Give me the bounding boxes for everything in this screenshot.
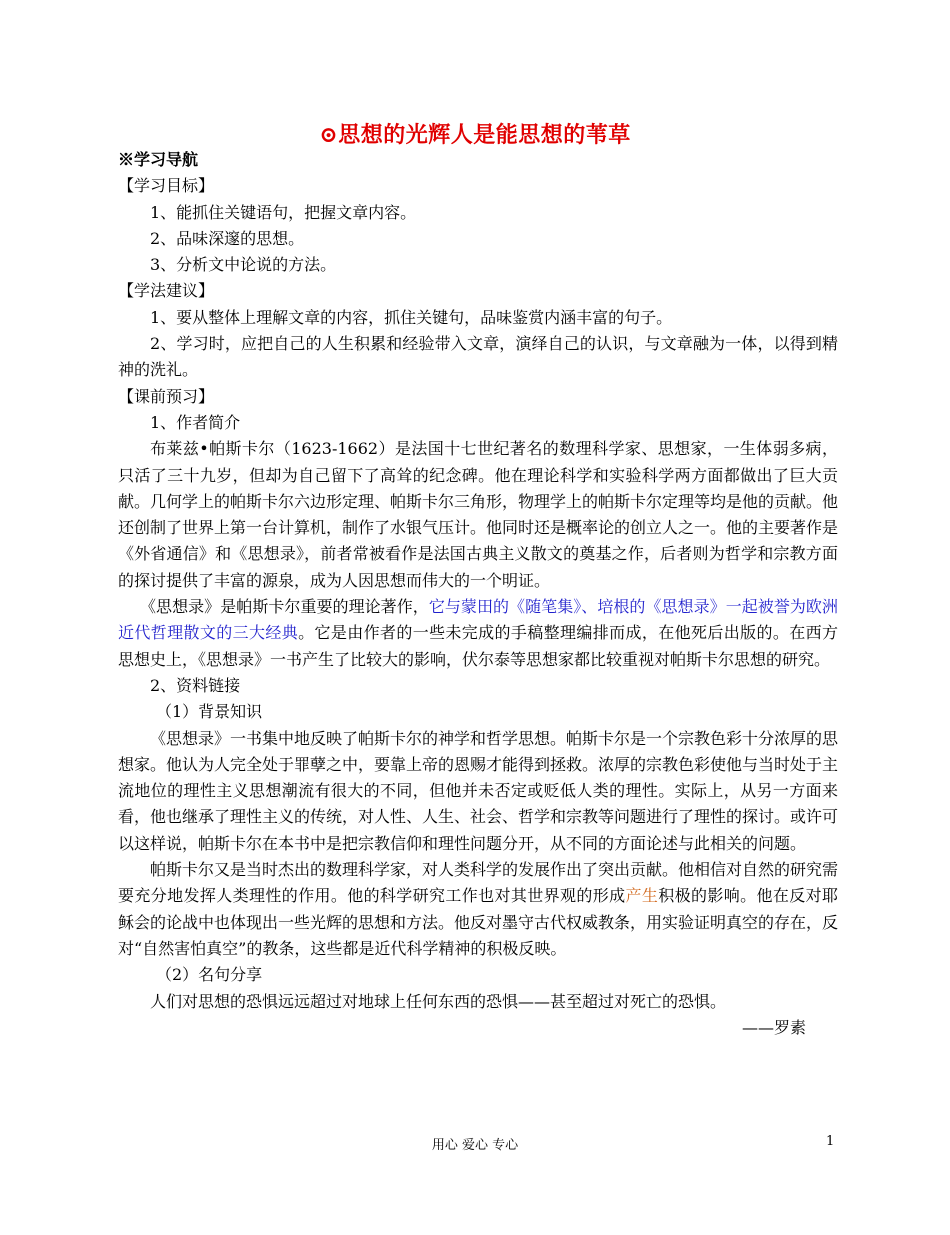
goals-heading: 【学习目标】 xyxy=(118,176,215,196)
science-paragraph-start: 帕斯卡尔又是当时杰出的数理科学家，对人类科学的发展作出了突出贡献。他相信对自然的研究需要充分地发挥人类理性的作用。他的科学研究工作也对其世界观的形成 xyxy=(118,860,839,906)
author-paragraph: 布莱兹•帕斯卡尔（1623-1662）是法国十七世纪著名的数理科学家、思想家，一生体弱多病，只活了三十九岁，但却为自己留下了高耸的纪念碑。他在理论科学和实验科学两方面都做出了巨大贡献。几何学上的帕斯卡尔六边形定理、帕斯卡尔三角形，物理学上的帕斯卡尔定理等均是他的贡献。他还创制了世界上第一台计算机，制作了水银气压计。他同时还是概率论的创立人之一。他的主要著作是《外省通信》和《思想录》，前者常被看作是法国古典主义散文的奠基之作，后者则为哲学和宗教方面的探讨提供了丰富的源泉，成为人因思想而伟大的一个明证。 xyxy=(118,439,839,590)
goal-item: 2、品味深邃的思想。 xyxy=(150,228,305,248)
method-heading: 【学法建议】 xyxy=(118,281,215,301)
science-paragraph-end: 积极的影响。他在反对耶稣会的论战中也体现出一些光辉的思想和方法。他反对墨守古代权威教条，用实验证明真空的存在，反对“自然害怕真空”的教条，这些都是近代科学精神的积极反映。 xyxy=(118,886,839,958)
science-paragraph-highlight: 产生 xyxy=(625,886,659,906)
goal-item: 1、能抓住关键语句，把握文章内容。 xyxy=(150,202,417,222)
background-heading: （1）背景知识 xyxy=(156,702,263,722)
method-item: 1、要从整体上理解文章的内容，抓住关键句，品味鉴赏内涵丰富的句子。 xyxy=(150,307,673,327)
science-paragraph xyxy=(118,857,838,962)
background-paragraph: 《思想录》一书集中地反映了帕斯卡尔的神学和哲学思想。帕斯卡尔是一个宗教色彩十分浓厚的思想家。他认为人完全处于罪孽之中，要靠上帝的恩赐才能得到拯救。浓厚的宗教色彩使他与当时处于主流地位的理性主义思想潮流有很大的不同，但他并未否定或贬低人类的理性。实际上，从另一方面来看，他也继承了理性主义的传统，对人性、人生、社会、哲学和宗教等问题进行了理性的探讨。或许可以这样说，帕斯卡尔在本书中是把宗教信仰和理性问题分开，从不同的方面论述与此相关的问题。 xyxy=(118,728,839,853)
quote-author: ——罗素 xyxy=(741,1017,806,1037)
method-item: 2、学习时，应把自己的人生积累和经验带入文章，演绎自己的认识，与文章融为一体，以得到精神的洗礼。 xyxy=(118,334,838,380)
document-title: ⊙思想的光辉人是能思想的苇草 xyxy=(319,122,631,148)
page-number: 1 xyxy=(826,1134,835,1149)
material-heading: 2、资料链接 xyxy=(150,675,241,695)
document-body xyxy=(118,147,838,1041)
book-paragraph xyxy=(118,594,838,673)
book-paragraph-end: 。它是由作者的一些未完成的手稿整理编排而成，在他死后出版的。在西方思想史上，《思想录》一书产生了比较大的影响，伏尔泰等思想家都比较重视对帕斯卡尔思想的研究。 xyxy=(118,623,838,669)
goal-item: 3、分析文中论说的方法。 xyxy=(150,255,337,275)
quote-text: 人们对思想的恐惧远远超过对地球上任何东西的恐惧——甚至超过对死亡的恐惧。 xyxy=(150,991,727,1011)
footer-motto: 用心 爱心 专心 xyxy=(431,1138,519,1153)
author-heading: 1、作者简介 xyxy=(150,412,241,432)
quote-heading: （2）名句分享 xyxy=(156,965,263,985)
book-paragraph-start: 《思想录》是帕斯卡尔重要的理论著作， xyxy=(140,597,429,617)
nav-heading: ※学习导航 xyxy=(118,150,199,169)
preview-heading: 【课前预习】 xyxy=(118,386,215,406)
book-paragraph-highlight: 它与蒙田的《随笔集》、培根的《思想录》一起被誉为欧洲近代哲理散文的三大经典 xyxy=(118,597,838,643)
